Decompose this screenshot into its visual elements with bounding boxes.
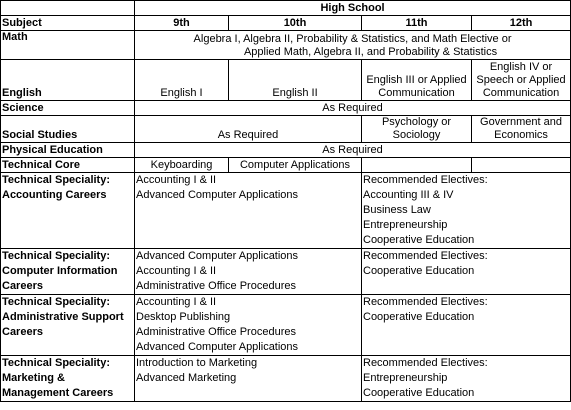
social-studies-11: Psychology or Sociology <box>362 116 472 143</box>
physical-education-subject: Physical Education <box>1 143 135 158</box>
list-item: Accounting III & IV <box>363 189 454 201</box>
administrative-support-required <box>135 295 362 356</box>
marketing-subject-line-2: Marketing & <box>2 372 65 384</box>
list-item: Accounting I & II <box>136 296 217 308</box>
list-item: Introduction to Marketing <box>136 357 258 369</box>
grade-header-row <box>1 16 571 31</box>
grade-10-header: 10th <box>229 16 362 31</box>
grade-11-header: 11th <box>362 16 472 31</box>
list-item: Advanced Computer Applications <box>136 341 299 353</box>
accounting-subject <box>1 173 135 249</box>
marketing-subject <box>1 356 135 402</box>
english-9: English I <box>135 60 229 101</box>
list-item: Cooperative Education <box>363 387 475 399</box>
list-item: Advanced Computer Applications <box>136 189 299 201</box>
math-courses <box>135 31 571 60</box>
accounting-required <box>135 173 362 249</box>
marketing-subject-line-3: Management Careers <box>2 387 114 399</box>
list-item: Recommended Electives: <box>363 357 488 369</box>
math-row <box>1 31 571 60</box>
english-10: English II <box>229 60 362 101</box>
social-studies-12: Government and Economics <box>472 116 571 143</box>
administrative-support-subject-line-3: Careers <box>2 326 43 338</box>
list-item: Administrative Office Procedures <box>136 326 296 338</box>
administrative-support-subject-line-1: Technical Speciality: <box>2 296 111 308</box>
administrative-support-subject-line-2: Administrative Support <box>2 311 124 323</box>
technical-core-subject: Technical Core <box>1 158 135 173</box>
social-studies-subject: Social Studies <box>1 116 135 143</box>
science-value: As Required <box>135 101 571 116</box>
technical-core-9: Keyboarding <box>135 158 229 173</box>
list-item: Accounting I & II <box>136 265 217 277</box>
technical-core-row <box>1 158 571 173</box>
corner-cell <box>1 1 135 16</box>
physical-education-row <box>1 143 571 158</box>
marketing-subject-line-1: Technical Speciality: <box>2 357 111 369</box>
grade-9-header: 9th <box>135 16 229 31</box>
list-item: Accounting I & II <box>136 174 217 186</box>
computer-information-subject-line-2: Computer Information <box>2 265 118 277</box>
administrative-support-row <box>1 295 571 356</box>
social-studies-9-10: As Required <box>135 116 362 143</box>
marketing-electives <box>362 356 571 402</box>
grade-12-header: 12th <box>472 16 571 31</box>
computer-information-subject <box>1 249 135 295</box>
technical-core-12 <box>472 158 571 173</box>
list-item: Recommended Electives: <box>363 296 488 308</box>
marketing-row <box>1 356 571 402</box>
administrative-support-subject <box>1 295 135 356</box>
english-11: English III or Applied Communication <box>362 60 472 101</box>
list-item: Recommended Electives: <box>363 250 488 262</box>
computer-information-required <box>135 249 362 295</box>
accounting-subject-line-1: Technical Speciality: <box>2 174 111 186</box>
list-item: Cooperative Education <box>363 265 475 277</box>
list-item: Cooperative Education <box>363 311 475 323</box>
accounting-row <box>1 173 571 249</box>
math-line-1: Algebra I, Algebra II, Probability & Statistics, and Math Elective or <box>193 33 512 45</box>
technical-core-10: Computer Applications <box>229 158 362 173</box>
list-item: Administrative Office Procedures <box>136 280 296 292</box>
list-item: Entrepreneurship <box>363 219 448 231</box>
administrative-support-electives <box>362 295 571 356</box>
physical-education-value: As Required <box>135 143 571 158</box>
list-item: Advanced Marketing <box>136 372 237 384</box>
english-row <box>1 60 571 101</box>
list-item: Advanced Computer Applications <box>136 250 299 262</box>
english-subject: English <box>1 60 135 101</box>
accounting-subject-line-2: Accounting Careers <box>2 189 107 201</box>
list-item: Business Law <box>363 204 431 216</box>
high-school-header: High School <box>135 1 571 16</box>
computer-information-subject-line-3: Careers <box>2 280 43 292</box>
computer-information-row <box>1 249 571 295</box>
list-item: Cooperative Education <box>363 234 475 246</box>
marketing-required <box>135 356 362 402</box>
list-item: Entrepreneurship <box>363 372 448 384</box>
social-studies-row <box>1 116 571 143</box>
list-item: Recommended Electives: <box>363 174 488 186</box>
english-12: English IV or Speech or Applied Communication <box>472 60 571 101</box>
science-subject: Science <box>1 101 135 116</box>
computer-information-electives <box>362 249 571 295</box>
math-line-2: Applied Math, Algebra II, and Probability & Statistics <box>243 46 498 58</box>
accounting-electives <box>362 173 571 249</box>
computer-information-subject-line-1: Technical Speciality: <box>2 250 111 262</box>
technical-core-11 <box>362 158 472 173</box>
high-school-header-row <box>1 1 571 16</box>
list-item: Desktop Publishing <box>136 311 231 323</box>
science-row <box>1 101 571 116</box>
math-subject: Math <box>1 31 135 60</box>
subject-header: Subject <box>1 16 135 31</box>
